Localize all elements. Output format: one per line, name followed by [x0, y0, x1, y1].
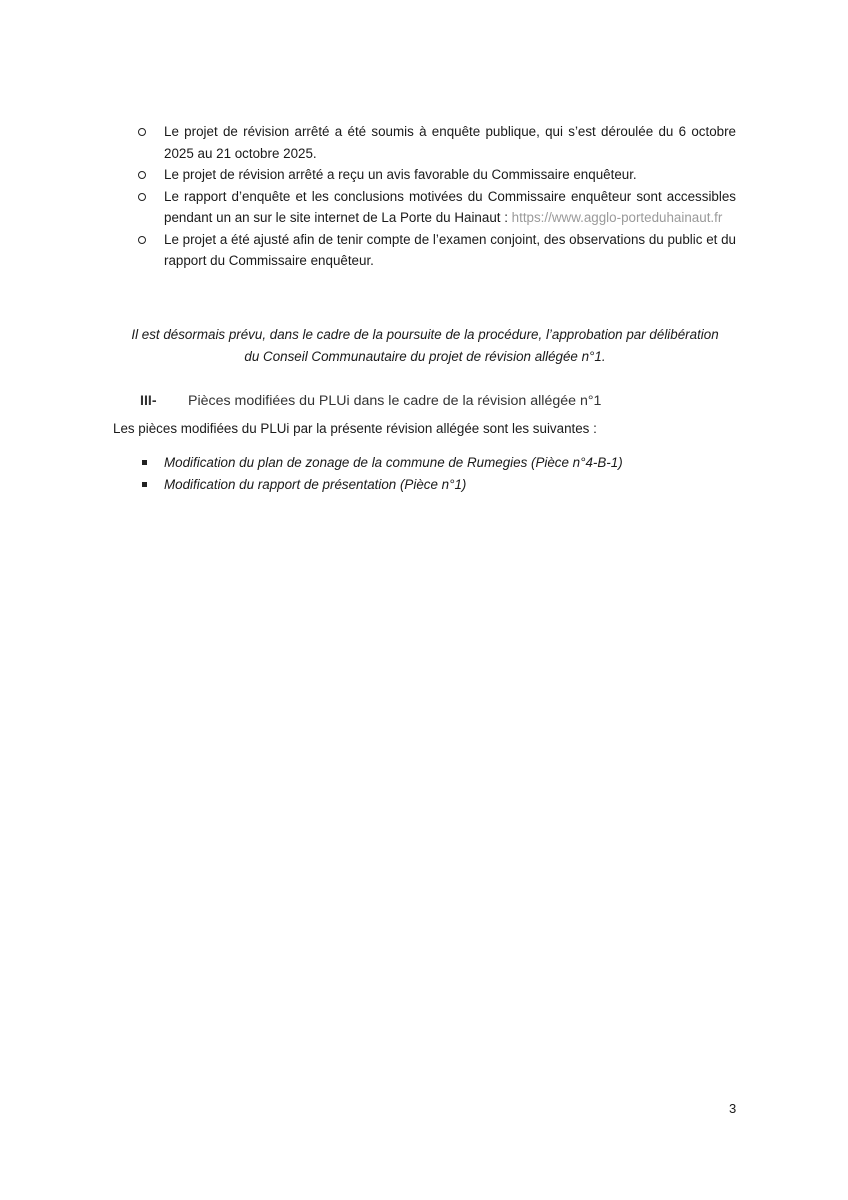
list-item-text: Modification du plan de zonage de la commune de Rumegies (Pièce n°4-B-1) [164, 455, 623, 470]
circle-bullet-icon [138, 128, 146, 136]
list-item [136, 186, 736, 229]
circle-bullet-icon [138, 193, 146, 201]
list-item-text: Le projet a été ajusté afin de tenir compte de l’examen conjoint, des observations du public et du rapport du Commissaire enquêteur. [164, 231, 736, 268]
website-link[interactable]: https://www.agglo-porteduhainaut.fr [511, 210, 723, 225]
list-item-text: Modification du rapport de présentation (Pièce n°1) [164, 476, 467, 492]
section-intro: Les pièces modifiées du PLUi par la présente révision allégée sont les suivantes : [113, 421, 597, 436]
approval-note: Il est désormais prévu, dans le cadre de la poursuite de la procédure, l’approbation par délibération du Conseil Communautaire du projet de révision allégée n°1. [131, 327, 719, 364]
list-item-text: Le projet de révision arrêté a reçu un avis favorable du Commissaire enquêteur. [164, 167, 637, 182]
list-item-text: Le projet de révision arrêté a été soumis à enquête publique, qui s’est déroulée du 6 octobre 2025 au 21 octobre 2025. [164, 124, 736, 161]
circle-bullet-icon [138, 171, 146, 179]
list-item [136, 121, 736, 164]
section-heading [140, 393, 601, 409]
list-item [140, 474, 623, 496]
square-bullet-icon [142, 482, 147, 487]
procedure-bullet-list [136, 121, 736, 272]
page-number: 3 [729, 1101, 737, 1116]
section-title: Pièces modifiées du PLUi dans le cadre de la révision allégée n°1 [188, 393, 602, 409]
list-item [140, 452, 623, 474]
list-item [136, 229, 736, 272]
circle-bullet-icon [138, 236, 146, 244]
list-item [136, 164, 736, 186]
section-number: III- [140, 393, 157, 409]
modified-pieces-list [140, 452, 623, 495]
list-item-text: Le rapport d’enquête et les conclusions motivées du Commissaire enquêteur sont accessibles pendant un an sur le site internet de La Porte du Hainaut : [164, 188, 736, 225]
square-bullet-icon [142, 460, 147, 465]
